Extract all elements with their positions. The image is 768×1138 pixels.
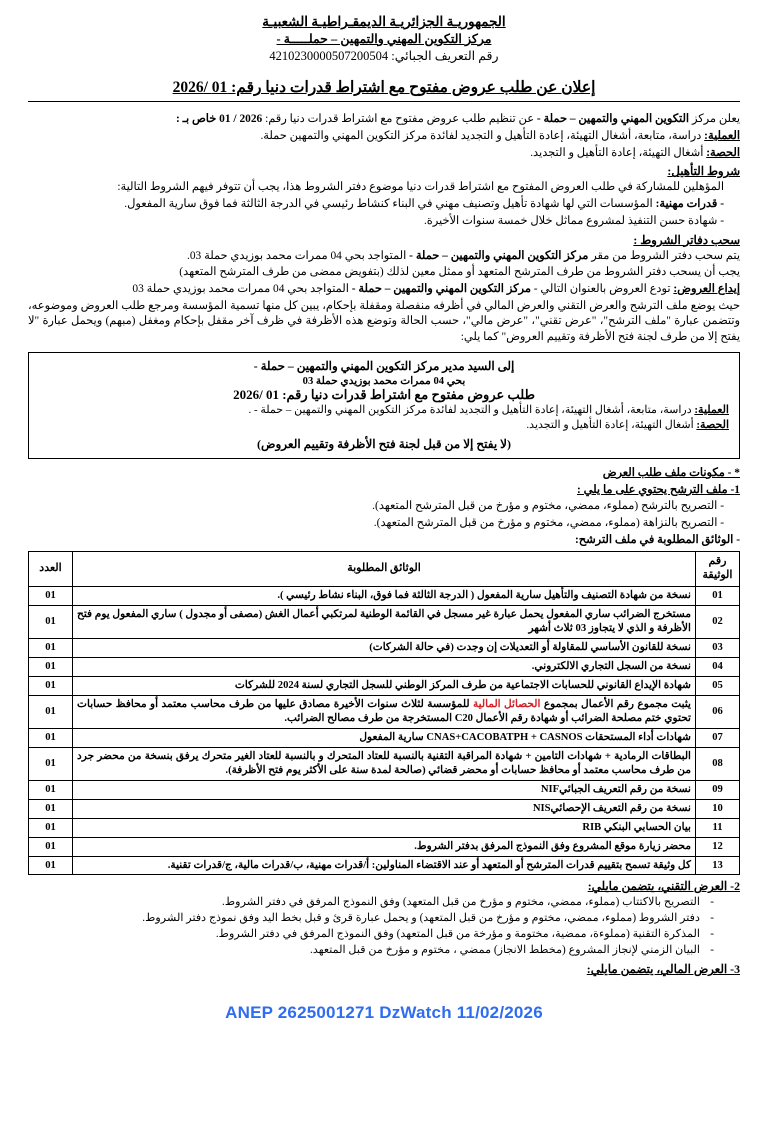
row-number: 01 xyxy=(696,586,740,605)
table-row xyxy=(29,586,740,605)
list-item: - دفتر الشروط (مملوء، ممضي، مختوم و مؤرخ من قبل المتعهد) و يحمل عبارة قرئ و قبل بخط اليد وفق نموذج دفتر الشروط. xyxy=(28,911,714,927)
republic-line: الجمهوريـة الجزائريـة الديمقـراطيـة الشعبيـة xyxy=(262,14,506,29)
anep-footer: ANEP 2625001271 DzWatch 11/02/2026 xyxy=(225,1003,543,1023)
withdrawal-center-name: مركز التكوين المهني والتمهين – حملة - xyxy=(409,249,589,262)
header-doc-no-l1: رقم xyxy=(708,555,727,568)
row-count: 01 xyxy=(29,747,73,780)
technical-offer-heading: 2- العرض التقني، يتضمن مايلي: xyxy=(587,879,740,894)
envelope-operation-text: دراسة، متابعة، أشغال التهيئة، إعادة التأهيل و التجديد لفائدة مركز التكوين المهني والتمهين – حملة - . xyxy=(248,404,695,417)
technical-offer-list xyxy=(28,895,740,959)
row-document-text: شهادات أداء المستحقات CNAS+CACOBATPH + CASNOS سارية المفعول xyxy=(73,728,696,747)
table-row xyxy=(29,780,740,799)
withdrawal-heading: سحب دفاتر الشروط : xyxy=(633,232,740,247)
row-count: 01 xyxy=(29,837,73,856)
row-number: 06 xyxy=(696,695,740,728)
row-document-text: نسخة من رقم التعريف الجبائيNIF xyxy=(73,780,696,799)
intro-lot-line xyxy=(28,146,740,162)
row-document-text: نسخة للقانون الأساسي للمقاولة أو التعديلات إن وجدت (في حالة الشركات) xyxy=(73,638,696,657)
row-number: 09 xyxy=(696,780,740,799)
row-number: 10 xyxy=(696,799,740,818)
document-header xyxy=(28,14,740,64)
column-header-count: العدد xyxy=(29,552,73,587)
row-document-text: بيان الحسابي البنكي RIB xyxy=(73,818,696,837)
qualification-intro: المؤهلين للمشاركة في طلب العروض المفتوح مع اشتراط قدرات دنيا موضوع دفتر الشروط هذا، يجب أن تتوفر فيهم الشروط التالية: xyxy=(117,181,724,194)
row6-text-post: للمؤسسة لثلاث سنوات الأخيرة مصادق عليها من طرف محاسب معتمد أو محافظ حسابات تحتوي ختم مصلحة الضرائب أو شهادة رقم الأعمال C20 المستخرجة من طرف مصالح الضرائب. xyxy=(77,698,691,724)
row-document-text: مستخرج الضرائب ساري المفعول يحمل عبارة غير مسجل في القائمة الوطنية لمرتكبي أعمال الغش (مصفى أو مجدول ) ساري المفعول يوم فتح الأظرفة و الذي لا يتجاوز 03 ثلاث أشهر xyxy=(73,605,696,638)
row-count: 01 xyxy=(29,780,73,799)
required-documents-caption: - الوثائق المطلوبة في ملف الترشح: xyxy=(574,533,740,546)
deposit-address: المتواجد بحي 04 ممرات محمد بوزيدي حملة 03 xyxy=(132,283,352,295)
tax-id-line: رقم التعريف الجبائي: 4210230000507200504 xyxy=(269,48,499,63)
table-row xyxy=(29,837,740,856)
operation-label: العملية: xyxy=(704,129,740,142)
title-divider xyxy=(28,101,740,102)
row-number: 12 xyxy=(696,837,740,856)
list-item: - التصريح بالاكتتاب (مملوء، ممضي، مختوم و مؤرخ من قبل المتعهد) وفق النموذج المرفق في دفتر الشروط. xyxy=(28,895,714,911)
components-heading: * - مكونات ملف طلب العرض xyxy=(602,466,740,479)
table-row xyxy=(29,856,740,875)
intro-announcement-line xyxy=(28,112,740,128)
row-count: 01 xyxy=(29,856,73,875)
column-header-document-number xyxy=(696,552,740,587)
qualification-heading: شروط التأهيل: xyxy=(667,164,740,179)
envelope-lot-line xyxy=(39,418,729,433)
row-document-text: كل وثيقة تسمح بتقييم قدرات المترشح أو المتعهد أو عند الاقتضاء المناولين: أ/قدرات مهنية، ب/قدرات مالية، ج/قدرات تقنية. xyxy=(73,856,696,875)
withdrawal-address: المتواجد بحي 04 ممرات محمد بوزيدي حملة 03. xyxy=(186,249,410,262)
table-header-row xyxy=(29,552,740,587)
financial-offer-heading: 3- العرض المالي، يتضمن مايلي: xyxy=(586,962,740,977)
envelope-address-line: بحي 04 ممرات محمد بوزيدي حملة 03 xyxy=(302,376,466,388)
table-row xyxy=(29,799,740,818)
qualification-item-certificate: - شهادة حسن التنفيذ لمشروع مماثل خلال خمسة سنوات الأخيرة. xyxy=(423,214,724,227)
row-count: 01 xyxy=(29,676,73,695)
row-number: 03 xyxy=(696,638,740,657)
row-number: 11 xyxy=(696,818,740,837)
candidacy-file-heading: 1- ملف الترشح يحتوي على ما يلي : xyxy=(577,483,740,496)
header-doc-no-l2: الوثيقة xyxy=(702,569,733,582)
table-row xyxy=(29,728,740,747)
column-header-required-documents: الوثائق المطلوبة xyxy=(73,552,696,587)
intro-middle: عن تنظيم طلب عروض مفتوح مع اشتراط قدرات دنيا رقم: xyxy=(262,113,537,126)
table-body xyxy=(29,586,740,875)
row6-text-pre: يثبت مجموع رقم الأعمال بمجموع xyxy=(540,698,692,710)
qualification-item1-label: - قدرات مهنية: xyxy=(655,198,724,211)
withdrawal-line-1 xyxy=(28,249,740,265)
lot-label: الحصة: xyxy=(706,146,740,159)
table-row xyxy=(29,747,740,780)
row-document-text: البطاقات الرمادية + شهادات التامين + شهادة المراقبة التقنية بالنسبة للعتاد المتحرك و بالنسبة للعتاد الغير متحرك يرفق بنسخة من محضر جرد من طرف محاسب معتمد أو محافظ حسابات أو محضر قضائي (صالحة لمدة سنة على الأكثر يوم فتح الأظرفة). xyxy=(73,747,696,780)
list-item: - البيان الزمني لإنجاز المشروع (مخطط الانجاز) ممضي ، مختوم و مؤرخ من قبل المتعهد. xyxy=(28,943,714,959)
deposit-center-name: مركز التكوين المهني والتمهين – حملة - xyxy=(351,283,531,295)
row-count: 01 xyxy=(29,695,73,728)
row-count: 01 xyxy=(29,586,73,605)
envelope-address-box xyxy=(28,352,740,459)
table-row xyxy=(29,605,740,638)
row-count: 01 xyxy=(29,605,73,638)
intro-prefix: يعلن مركز xyxy=(689,113,740,126)
table-row xyxy=(29,638,740,657)
row-document-text: محضر زيارة موقع المشروع وفق النموذج المرفق بدفتر الشروط. xyxy=(73,837,696,856)
row-number: 07 xyxy=(696,728,740,747)
deposit-line-2: حيث يوضع ملف الترشح والعرض التقني والعرض المالي في أظرفه منفصلة ومقفلة بإحكام، يبين كل منها تسمية المؤسسة ومرجع طلب العروض وموضوعه، وتتضمن عبارة "ملف الترشح"، "عرض تقني"، "عرض مالي"، حسب الحالة وتوضع هذه الأظرفة في ظرف آخر مقفل بإحكام ومغفل (مبهم) ويحمل عبارة "لا يفتح إلا من طرف لجنة فتح الأظرفة وتقييم العروض" كما يلي: xyxy=(28,299,740,344)
row-document-text: شهادة الإيداع القانوني للحسابات الاجتماعية من طرف المركز الوطني للسجل التجاري لسنة 2024 للشركات xyxy=(73,676,696,695)
deposit-line-1 xyxy=(28,282,740,298)
deposit-heading: إيداع العروض: xyxy=(673,283,740,295)
row-count: 01 xyxy=(29,728,73,747)
row-document-text: نسخة من شهادة التصنيف والتأهيل سارية المفعول ( الدرجة الثالثة فما فوق، البناء نشاط رئيسي ). xyxy=(73,586,696,605)
institution-line: مركز التكوين المهني والتمهين – حملـــــة - xyxy=(276,31,492,46)
envelope-operation-line xyxy=(39,403,729,418)
list-item: - المذكرة التقنية (مملوءة، ممضية، مختومة و مؤرخة من قبل المتعهد) وفق النموذج المرفق في دفتر الشروط. xyxy=(28,927,714,943)
row-count: 01 xyxy=(29,818,73,837)
operation-text: دراسة، متابعة، أشغال التهيئة، إعادة التأهيل و التجديد لفائدة مركز التكوين المهني والتمهين حملة. xyxy=(260,129,705,142)
qualification-item-professional xyxy=(28,197,740,213)
row6-highlight-financial-statements: الحصائل المالية xyxy=(472,698,541,710)
table-row xyxy=(29,818,740,837)
row-number: 08 xyxy=(696,747,740,780)
table-row xyxy=(29,676,740,695)
deposit-middle: تودع العروض بالعنوان التالي - xyxy=(530,283,674,295)
candidacy-item-1: - التصريح بالترشح (مملوء، ممضي، مختوم و مؤرخ من قبل المترشح المتعهد). xyxy=(372,500,724,513)
row-number: 13 xyxy=(696,856,740,875)
envelope-lot-text: أشغال التهيئة، إعادة التأهيل و التجديد. xyxy=(526,419,697,432)
withdrawal-line-2: يجب أن يسحب دفتر الشروط من طرف المترشح المتعهد أو ممثل معين لذلك (بتفويض ممضى من طرف المترشح المتعهد) xyxy=(179,266,740,279)
row-number: 02 xyxy=(696,605,740,638)
row-number: 04 xyxy=(696,657,740,676)
withdrawal-prefix: يتم سحب دفتر الشروط من مقر xyxy=(588,249,740,262)
row-document-text: نسخة من السجل التجاري الالكتروني. xyxy=(73,657,696,676)
row-count: 01 xyxy=(29,638,73,657)
envelope-tender-title: طلب عروض مفتوح مع اشتراط قدرات دنيا رقم: 01 /2026 xyxy=(233,387,535,403)
intro-suffix: خاص بـ : xyxy=(176,113,220,126)
row-document-text-highlighted xyxy=(73,695,696,728)
intro-reference-number: 2026 / 01 xyxy=(219,113,263,126)
lot-text: أشغال التهيئة، إعادة التأهيل و التجديد. xyxy=(530,146,707,159)
qualification-item1-text: المؤسسات التي لها شهادة تأهيل وتصنيف مهني في البناء كنشاط رئيسي في الدرجة الثالثة فما فوق سارية المفعول. xyxy=(124,198,656,211)
table-row xyxy=(29,695,740,728)
table-row xyxy=(29,657,740,676)
page-title: إعلان عن طلب عروض مفتوح مع اشتراط قدرات دنيا رقم: 01 /2026 xyxy=(172,79,596,97)
candidacy-item-2: - التصريح بالنزاهة (مملوء، ممضي، مختوم و مؤرخ من قبل المترشح المتعهد). xyxy=(373,517,724,530)
envelope-lot-label: الحصة: xyxy=(696,419,729,432)
row-count: 01 xyxy=(29,657,73,676)
envelope-do-not-open-note: (لا يفتح إلا من قبل لجنة فتح الأظرفة وتقييم العروض) xyxy=(256,436,511,451)
row-document-text: نسخة من رقم التعريف الإحصائيNIS xyxy=(73,799,696,818)
intro-center-name: التكوين المهني والتمهين – حملة - xyxy=(536,113,690,126)
required-documents-table xyxy=(28,551,740,875)
row-number: 05 xyxy=(696,676,740,695)
row-count: 01 xyxy=(29,799,73,818)
envelope-operation-label: العملية: xyxy=(694,404,729,417)
envelope-to-line: إلى السيد مدير مركز التكوين المهني والتمهين – حملة - xyxy=(253,358,515,373)
intro-operation-line xyxy=(28,129,740,145)
